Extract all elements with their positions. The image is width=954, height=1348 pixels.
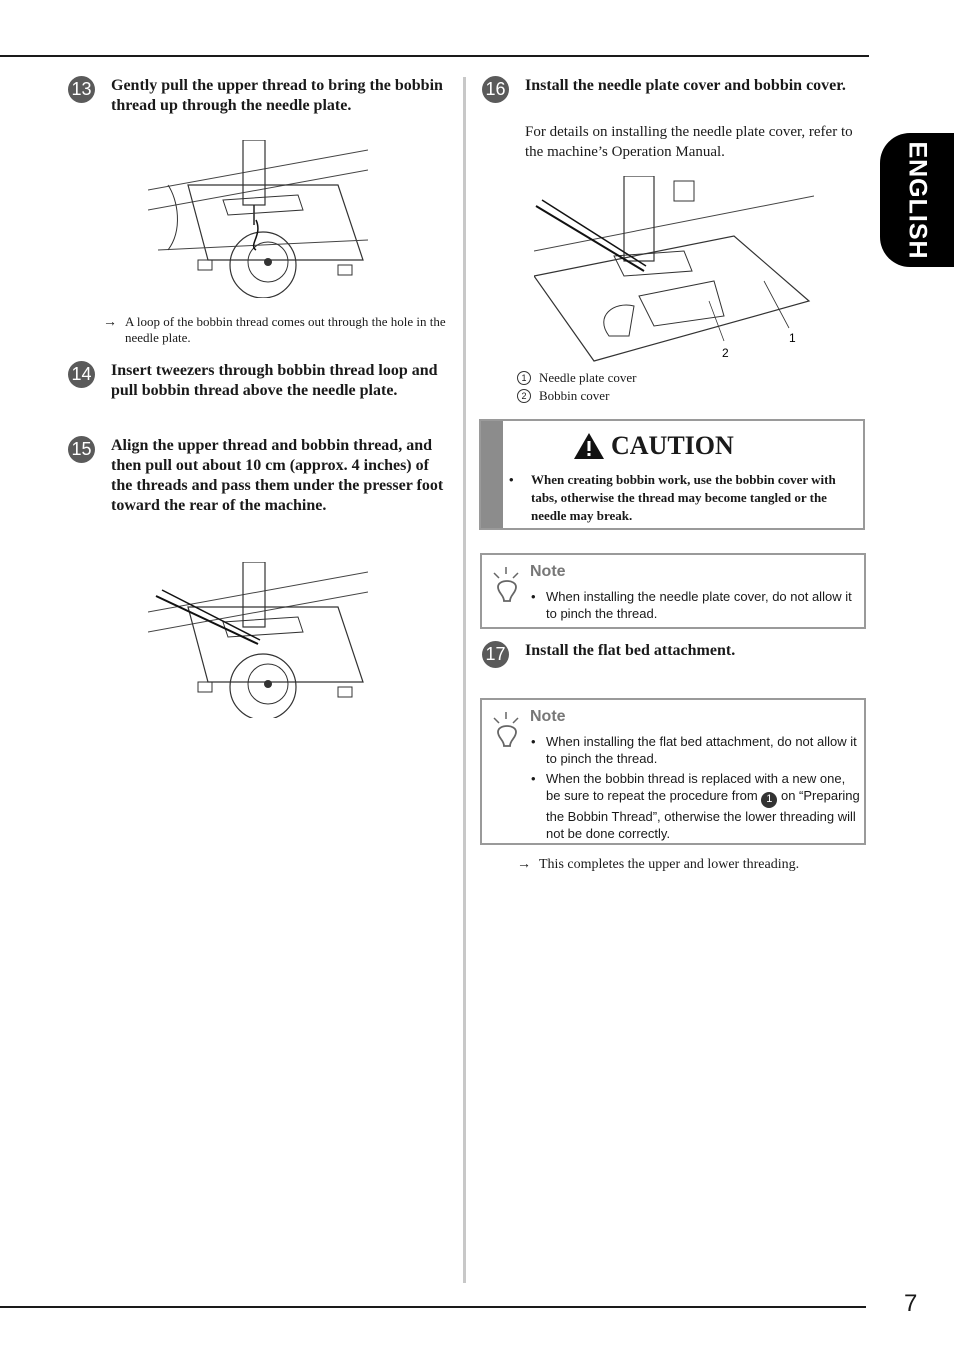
- legend-label: Bobbin cover: [539, 388, 610, 403]
- language-tab: [880, 133, 954, 267]
- note-item-text: When installing the flat bed attachment, do not allow it to pinch the thread.: [546, 734, 857, 766]
- note-box-1: [480, 553, 866, 629]
- step-number: 16: [482, 76, 509, 103]
- note-item-text-after: on “Preparing the Bobbin Thread”, otherwise the lower threading will not be done correctly.: [546, 788, 860, 841]
- final-result: This completes the upper and lower threading.: [539, 857, 800, 872]
- caution-item-text: When creating bobbin work, use the bobbin cover with tabs, otherwise the thread may become tangled or the needle may break.: [531, 472, 836, 523]
- illustration-pull-thread: [148, 140, 368, 298]
- step-13-result: A loop of the bobbin thread comes out through the hole in the needle plate.: [125, 314, 446, 345]
- note-item: [530, 770, 860, 842]
- result-arrow: →: [517, 857, 531, 872]
- note-item: [530, 733, 860, 767]
- note-item-text-before: When the bobbin thread is replaced with a new one, be sure to repeat the procedure from: [546, 771, 846, 803]
- legend-item: [517, 388, 609, 404]
- illustration-pass-threads: [148, 562, 368, 718]
- language-tab-label: ENGLISH: [903, 140, 932, 260]
- step-number: 13: [68, 76, 95, 103]
- page-number: 7: [904, 1290, 918, 1317]
- note-box-2: [480, 698, 866, 845]
- step-text: Gently pull the upper thread to bring the bobbin thread up through the needle plate.: [111, 77, 443, 114]
- illustration-needle-plate-cover: [534, 176, 814, 364]
- step-number: 15: [68, 436, 95, 463]
- warning-triangle-icon: [573, 432, 605, 460]
- caution-title: [573, 431, 734, 461]
- legend-number: 1: [517, 371, 531, 385]
- bullet: •: [531, 734, 536, 749]
- step-number: 14: [68, 361, 95, 388]
- note-list: [530, 733, 860, 846]
- note-list: [530, 588, 860, 626]
- result-arrow: →: [103, 315, 117, 330]
- step-16-detail: For details on installing the needle plate cover, refer to the machine’s Operation Manual.: [525, 124, 853, 160]
- note-title: Note: [530, 563, 566, 580]
- caution-title-text: CAUTION: [611, 431, 734, 460]
- note-item-text: When installing the needle plate cover, do not allow it to pinch the thread.: [546, 589, 852, 621]
- legend-label: Needle plate cover: [539, 370, 637, 385]
- step-text: Install the needle plate cover and bobbin cover.: [525, 77, 846, 94]
- legend-item: [517, 370, 636, 386]
- bottom-rule: [0, 1306, 866, 1308]
- note-pencil-icon: [490, 710, 524, 750]
- column-divider: [463, 77, 466, 1283]
- step-text: Install the flat bed attachment.: [525, 642, 736, 659]
- note-item: [530, 588, 860, 622]
- caution-item: [509, 471, 857, 525]
- callout-2: 2: [722, 346, 729, 360]
- note-title: Note: [530, 708, 566, 725]
- step-reference-badge: 1: [761, 792, 777, 808]
- step-text: Insert tweezers through bobbin thread loop and pull bobbin thread above the needle plate.: [111, 362, 438, 399]
- bullet: •: [531, 589, 536, 604]
- legend-number: 2: [517, 389, 531, 403]
- caution-box: [479, 419, 865, 530]
- caution-bar: [481, 421, 503, 528]
- top-rule: [0, 55, 869, 57]
- bullet: •: [531, 771, 536, 786]
- step-text: Align the upper thread and bobbin thread, and then pull out about 10 cm (approx. 4 inches) of the threads and pass them under the presser foot toward the rear of the machine.: [111, 437, 444, 514]
- bullet: •: [509, 472, 514, 487]
- callout-1: 1: [789, 331, 796, 345]
- step-number: 17: [482, 641, 509, 668]
- note-pencil-icon: [490, 565, 524, 605]
